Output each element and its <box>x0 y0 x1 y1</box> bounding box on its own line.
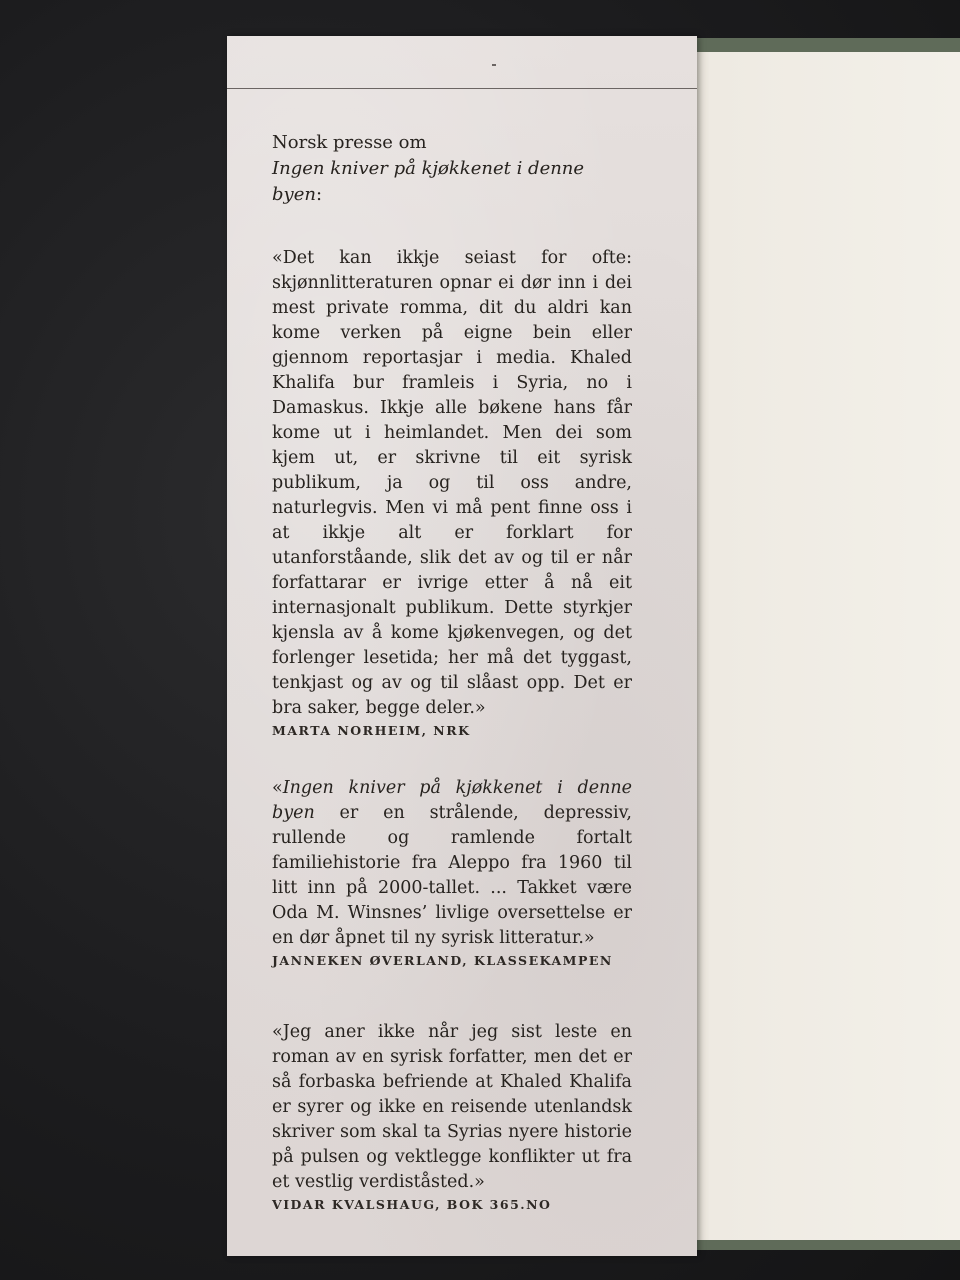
intro-line: Norsk presse om <box>272 132 427 153</box>
quote-source-3: VIDAR KVALSHAUG, BOK 365.NO <box>272 1197 552 1212</box>
fold-mark <box>492 64 496 66</box>
flap-top-rule <box>227 88 697 89</box>
quote-source-1: MARTA NORHEIM, NRK <box>272 723 471 738</box>
flap-text-block <box>272 130 632 1212</box>
press-quote-3: «Jeg aner ikke når jeg sist leste en roman av en syrisk forfatter, men det er så forbaska befriende at Khaled Khalifa er syrer og ikke en reisende utenlandsk skriver som skal ta Syrias nyere historie på pulsen og vektlegge konflikter ut fra et vestlig verdiståsted.» <box>272 1022 632 1192</box>
intro-book-title: Ingen kniver på kjøkkenet i denne byen <box>272 158 585 205</box>
press-intro <box>272 130 632 208</box>
quote-2-open: « <box>272 778 283 798</box>
quote-2-book-title: Ingen kniver på kjøkkenet i denne byen <box>272 778 632 823</box>
press-quote-1: «Det kan ikkje seiast for ofte: skjønnlitteraturen opnar ei dør inn i dei mest private romma, dit du aldri kan kome verken på eigne bein eller gjennom reportasjar i media. Khaled Khalifa bur framleis i Syria, no i Damaskus. Ikkje alle bøkene hans får kome ut i heimlandet. Men dei som kjem ut, er skrivne til eit syrisk publikum, ja og til oss andre, naturlegvis. Men vi må pent finne oss i at ikkje alt er forklart for utanforståande, slik det av og til er når forfattarar er ivrige etter å nå eit internasjonalt publikum. Dette styrkjer kjensla av å kome kjøkenvegen, og det forlenger lesetida; her må det tyggast, tenkjast og av og til slåast opp. Det er bra saker, begge deler.» <box>272 248 632 718</box>
dust-jacket-flap <box>227 36 697 1256</box>
intro-colon: : <box>315 184 323 205</box>
press-quote-2 <box>272 776 632 951</box>
book-endpaper <box>694 52 960 1240</box>
quote-source-2: JANNEKEN ØVERLAND, KLASSEKAMPEN <box>272 953 613 968</box>
quote-2-text: er en strålende, depressiv, rullende og ramlende fortalt familiehistorie fra Aleppo fra 1960 til litt inn på 2000-tallet. ... Takket være Oda M. Winsnes’ livlige oversettelse er en dør åpnet til ny syrisk litteratur.» <box>272 803 632 948</box>
